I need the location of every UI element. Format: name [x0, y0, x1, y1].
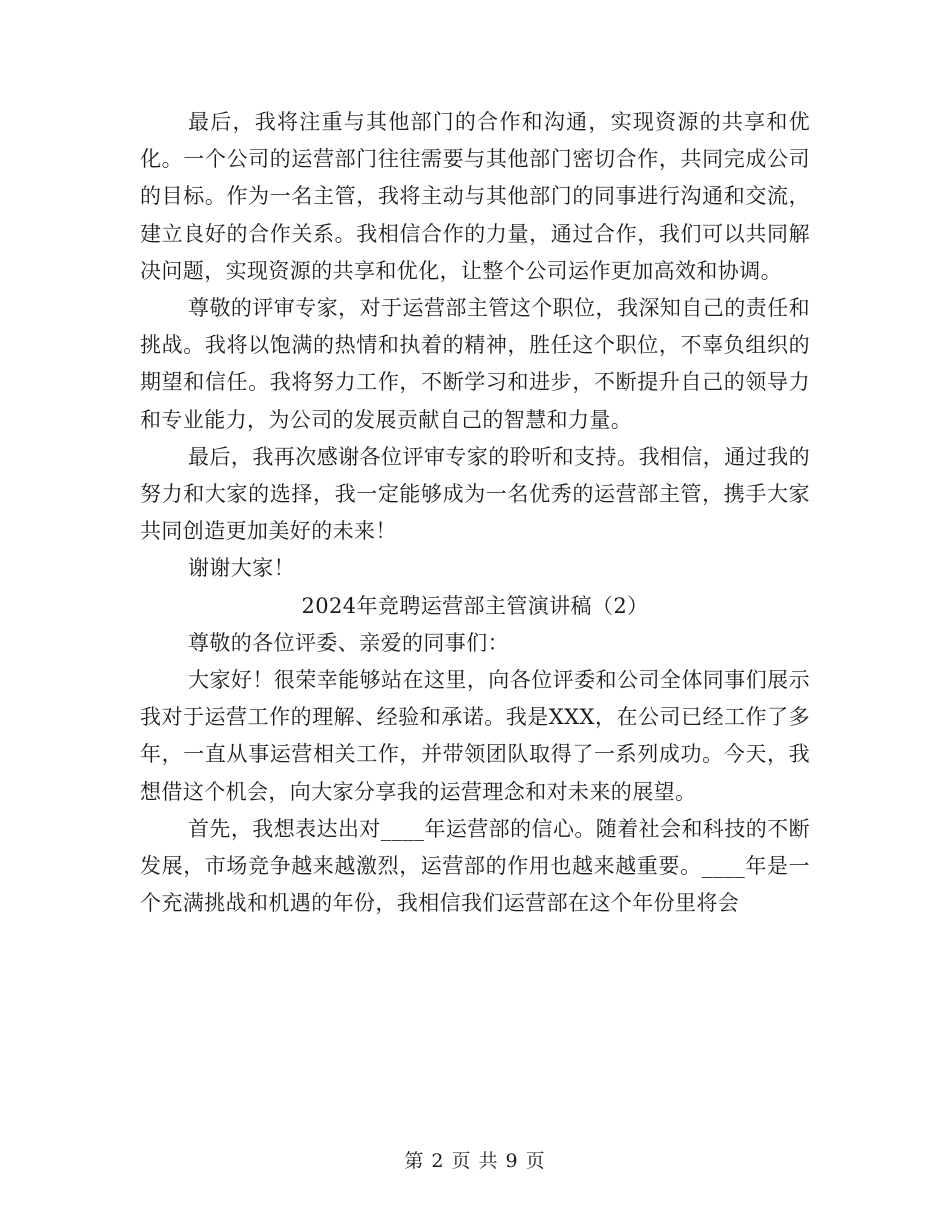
paragraph-salutation: 尊敬的各位评委、亲爱的同事们： — [188, 630, 509, 655]
paragraph-cooperation: 最后，我将注重与其他部门的合作和沟通，实现资源的共享和优化。一个公司的运营部门往往需要与其他部门密切合作，共同完成公司的目标。作为一名主管，我将主动与其他部门的同事进行沟通和交流，建立良好的合作关系。我相信合作的力量，通过合作，我们可以共同解决问题，实现资源的共享和优化，让整个公司运作更加高效和协调。 — [140, 110, 810, 283]
paragraph-confidence: 首先，我想表达出对____年运营部的信心。随着社会和科技的不断发展，市场竞争越来越激烈，运营部的作用也越来越重要。____年是一个充满挑战和机遇的年份，我相信我们运营部在这个年份里将会 — [140, 816, 810, 916]
paragraph-closing: 谢谢大家！ — [188, 556, 295, 581]
paragraph-responsibility: 尊敬的评审专家，对于运营部主管这个职位，我深知自己的责任和挑战。我将以饱满的热情和执着的精神，胜任这个职位，不辜负组织的期望和信任。我将努力工作，不断学习和进步，不断提升自己的领导力和专业能力，为公司的发展贡献自己的智慧和力量。 — [140, 296, 810, 432]
page-footer: 第 2 页 共 9 页 — [404, 1150, 546, 1172]
paragraph-introduction: 大家好！很荣幸能够站在这里，向各位评委和公司全体同事们展示我对于运营工作的理解、经验和承诺。我是XXX，在公司已经工作了多年，一直从事运营相关工作，并带领团队取得了一系列成功。今天，我想借这个机会，向大家分享我的运营理念和对未来的展望。 — [140, 668, 810, 804]
document-body — [140, 104, 810, 922]
section-title: 2024年竞聘运营部主管演讲稿（2） — [301, 593, 649, 618]
paragraph-thanks: 最后，我再次感谢各位评审专家的聆听和支持。我相信，通过我的努力和大家的选择，我一定能够成为一名优秀的运营部主管，携手大家共同创造更加美好的未来！ — [140, 444, 810, 544]
